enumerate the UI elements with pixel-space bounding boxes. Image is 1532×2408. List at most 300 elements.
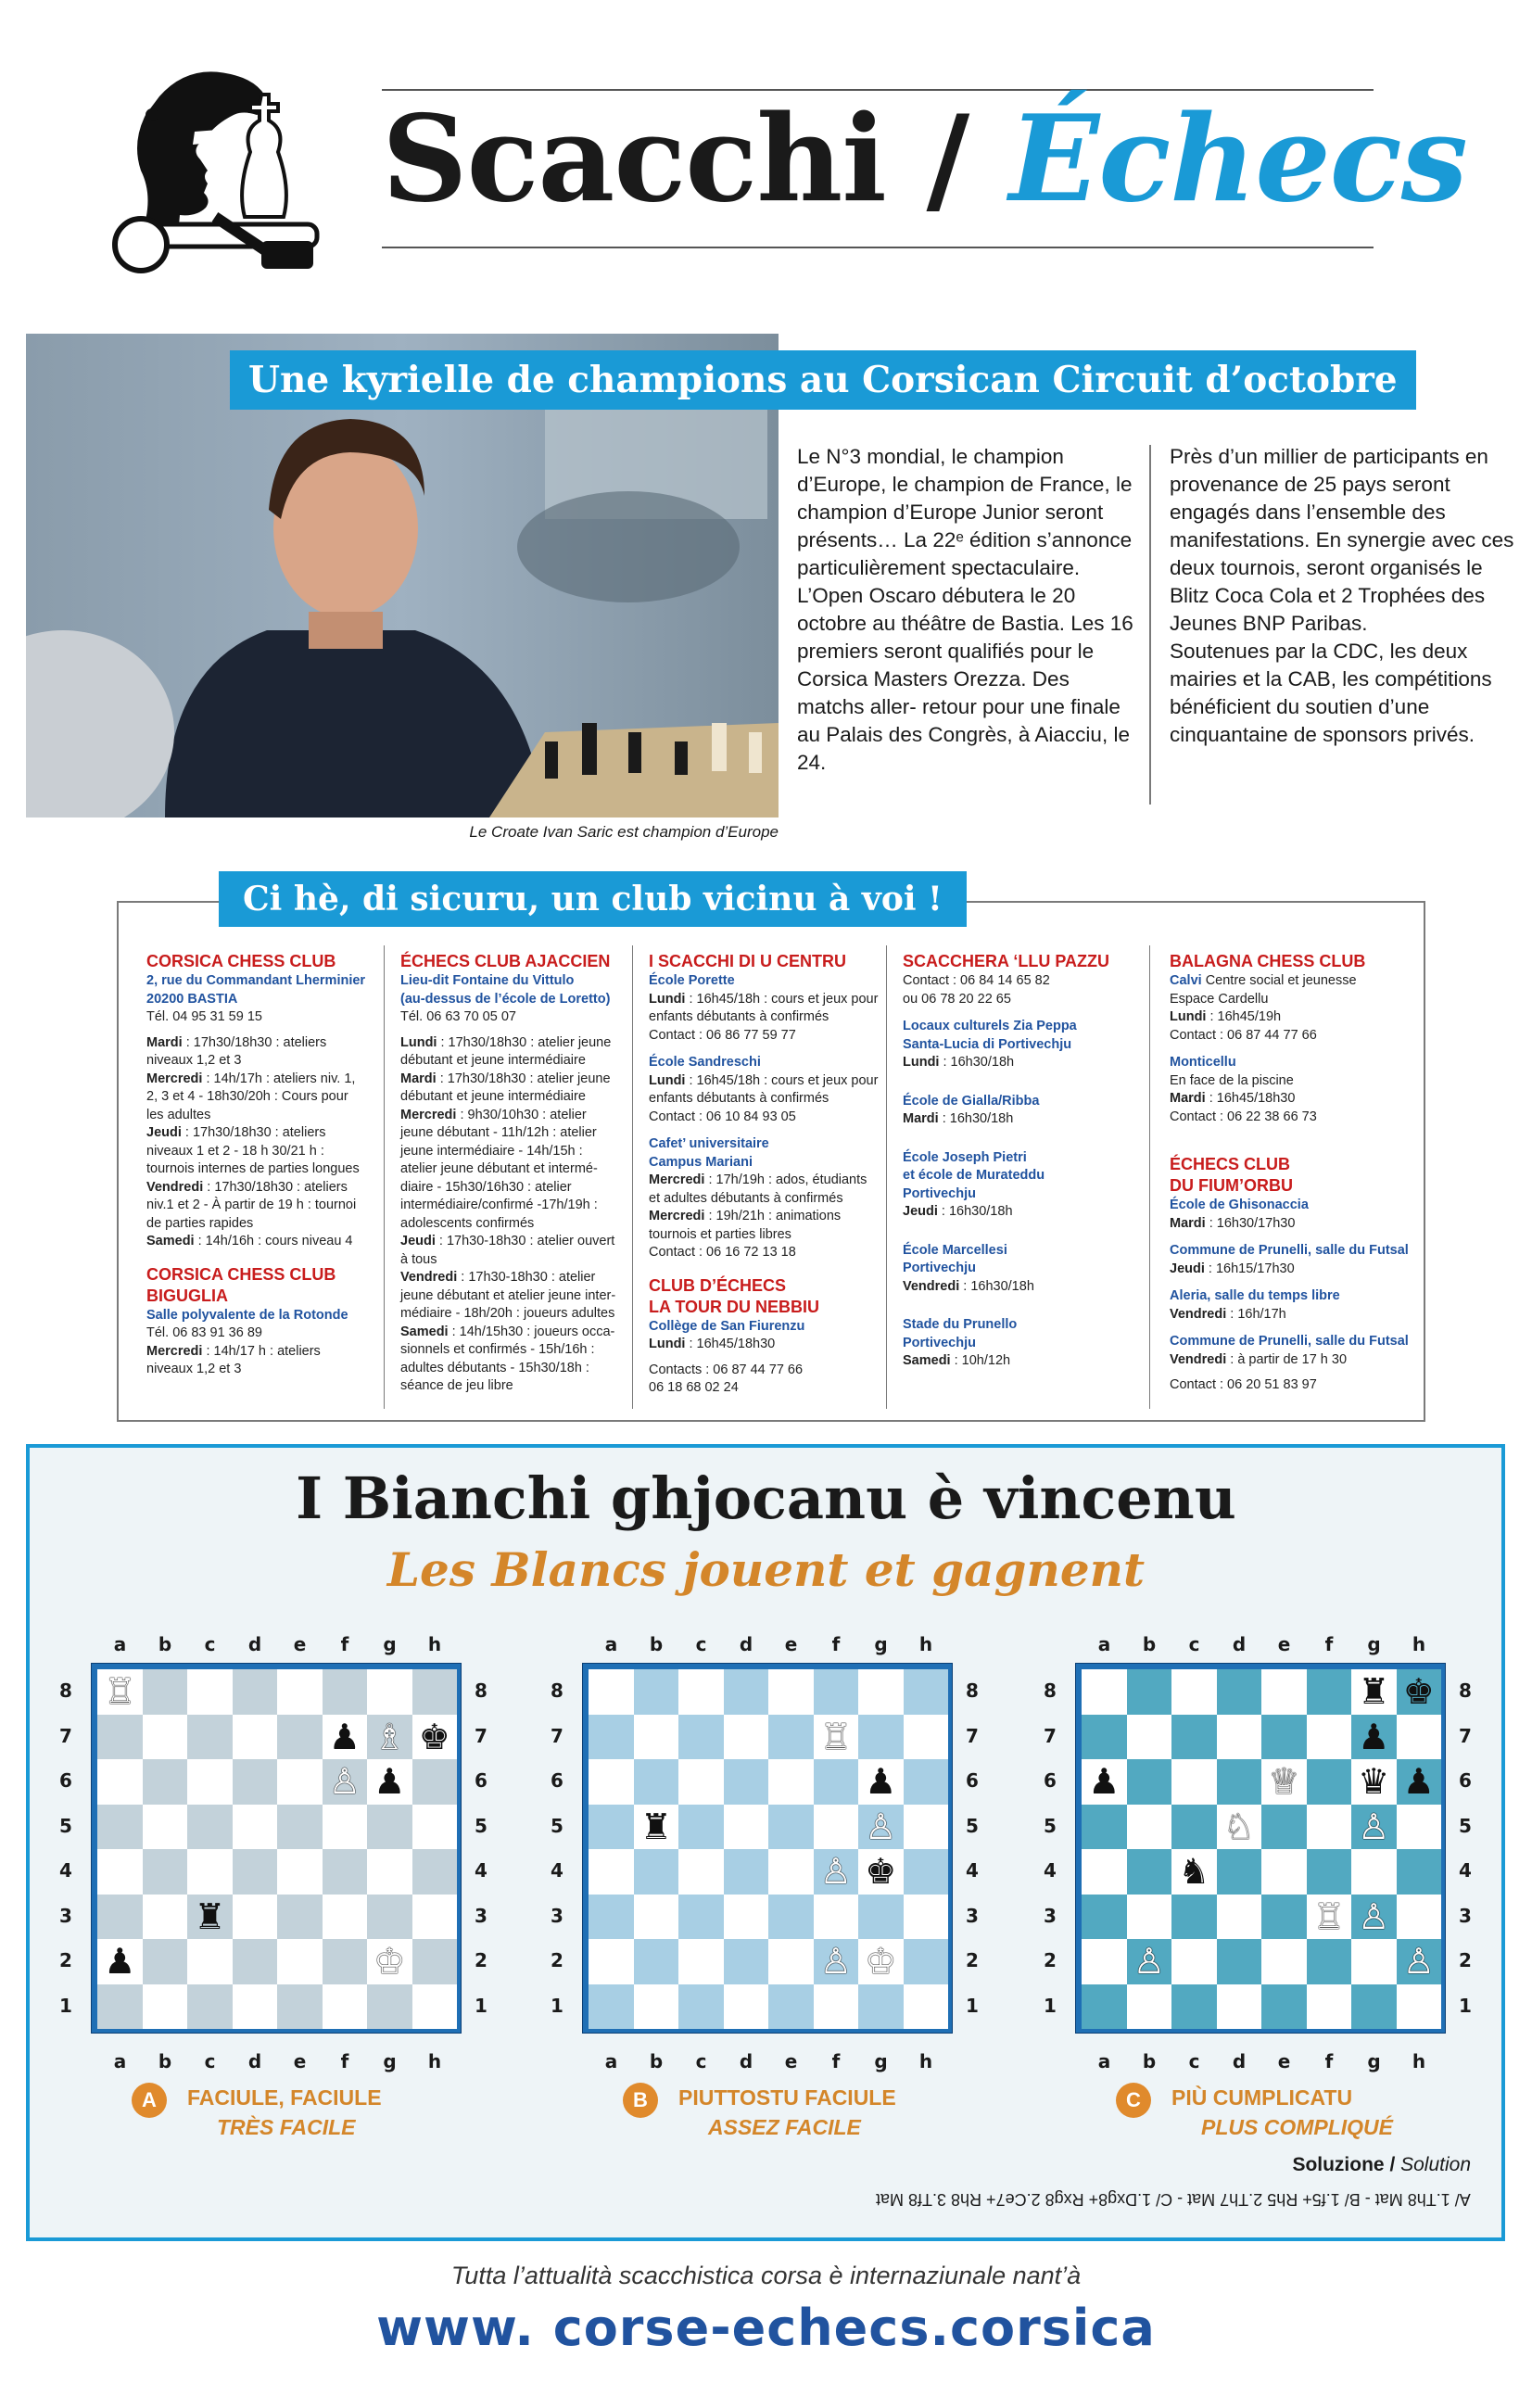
square-h7[interactable] xyxy=(412,1715,458,1760)
black-pawn-icon[interactable]: ♟ xyxy=(1358,1716,1390,1757)
square-d5[interactable] xyxy=(233,1805,278,1850)
footer-url[interactable]: www. corse-echecs.corsica xyxy=(376,2299,1156,2357)
square-e3[interactable] xyxy=(1261,1895,1307,1940)
square-h2[interactable] xyxy=(1397,1939,1442,1984)
black-pawn-icon[interactable]: ♟ xyxy=(328,1716,361,1757)
square-c4[interactable] xyxy=(187,1849,233,1895)
club-location: Santa-Lucia di Portivechju xyxy=(903,1036,1072,1052)
square-e8[interactable] xyxy=(768,1669,814,1715)
square-c1[interactable] xyxy=(1171,1984,1217,2030)
white-knight-icon[interactable]: ♘ xyxy=(1222,1806,1255,1847)
square-g8[interactable] xyxy=(858,1669,904,1715)
black-king-icon[interactable]: ♚ xyxy=(1402,1671,1435,1713)
white-king-icon[interactable]: ♔ xyxy=(374,1941,406,1983)
file-label: d xyxy=(247,2050,262,2072)
square-d3[interactable] xyxy=(1217,1895,1262,1940)
square-g3[interactable] xyxy=(858,1895,904,1940)
square-b3[interactable] xyxy=(143,1895,188,1940)
square-d4[interactable] xyxy=(1217,1849,1262,1895)
square-f6[interactable] xyxy=(323,1759,368,1805)
square-f5[interactable] xyxy=(1307,1805,1352,1850)
square-d6[interactable] xyxy=(1217,1759,1262,1805)
club-location: Commune de Prunelli, salle du Futsal xyxy=(1170,1334,1409,1349)
square-c2[interactable] xyxy=(187,1939,233,1984)
square-d2[interactable] xyxy=(724,1939,769,1984)
white-bishop-icon[interactable]: ♗ xyxy=(374,1716,406,1757)
white-pawn-icon[interactable]: ♙ xyxy=(819,1941,852,1983)
square-e6[interactable] xyxy=(768,1759,814,1805)
square-c8[interactable] xyxy=(678,1669,724,1715)
solution-heading: Soluzione / Solution xyxy=(1292,2154,1471,2175)
white-rook-icon[interactable]: ♖ xyxy=(1312,1895,1345,1937)
square-g6[interactable] xyxy=(367,1759,412,1805)
square-e4[interactable] xyxy=(277,1849,323,1895)
square-h5[interactable] xyxy=(412,1805,458,1850)
square-a5[interactable] xyxy=(97,1805,143,1850)
square-b8[interactable] xyxy=(634,1669,679,1715)
square-c4[interactable] xyxy=(678,1849,724,1895)
header-rule-bottom xyxy=(382,247,1374,248)
chessboard-b xyxy=(582,1663,953,2034)
square-e3[interactable] xyxy=(277,1895,323,1940)
white-pawn-icon[interactable]: ♙ xyxy=(819,1851,852,1893)
square-f5[interactable] xyxy=(814,1805,859,1850)
square-b6[interactable] xyxy=(634,1759,679,1805)
square-b7[interactable] xyxy=(634,1715,679,1760)
square-c2[interactable] xyxy=(678,1939,724,1984)
square-g1[interactable] xyxy=(858,1984,904,2030)
difficulty-corsican: PIUTTOSTU FACIULE xyxy=(678,2085,896,2110)
rank-label: 4 xyxy=(966,1859,979,1882)
white-pawn-icon[interactable]: ♙ xyxy=(1133,1941,1165,1983)
square-f7[interactable] xyxy=(1307,1715,1352,1760)
club-location: École de Gialla/Ribba xyxy=(903,1093,1040,1109)
black-king-icon[interactable]: ♚ xyxy=(418,1716,450,1757)
file-label: a xyxy=(113,2050,127,2072)
white-pawn-icon[interactable]: ♙ xyxy=(1358,1895,1390,1937)
square-a4[interactable] xyxy=(97,1849,143,1895)
rank-label: 5 xyxy=(59,1814,72,1837)
square-h8[interactable] xyxy=(1397,1669,1442,1715)
column-divider xyxy=(1149,445,1151,805)
club-location: Commune de Prunelli, salle du Futsal xyxy=(1170,1243,1409,1258)
rank-label: 7 xyxy=(1459,1724,1472,1747)
rank-label: 3 xyxy=(551,1904,563,1927)
square-e3[interactable] xyxy=(768,1895,814,1940)
square-a3[interactable] xyxy=(97,1895,143,1940)
square-f4[interactable] xyxy=(814,1849,859,1895)
square-h7[interactable] xyxy=(1397,1715,1442,1760)
club-name: LA TOUR DU NEBBIU xyxy=(649,1297,819,1316)
square-b2[interactable] xyxy=(1127,1939,1172,1984)
square-b1[interactable] xyxy=(1127,1984,1172,2030)
square-b6[interactable] xyxy=(1127,1759,1172,1805)
square-f2[interactable] xyxy=(814,1939,859,1984)
square-g5[interactable] xyxy=(858,1805,904,1850)
club-contact: Contact : 06 86 77 59 77 xyxy=(649,1027,796,1043)
square-e4[interactable] xyxy=(768,1849,814,1895)
club-divider xyxy=(384,945,385,1409)
square-c3[interactable] xyxy=(1171,1895,1217,1940)
square-b7[interactable] xyxy=(143,1715,188,1760)
footer-tagline: Tutta l’attualità scacchistica corsa è internaziunale nant’à xyxy=(450,2262,1082,2289)
square-d5[interactable] xyxy=(724,1805,769,1850)
square-b3[interactable] xyxy=(634,1895,679,1940)
square-d4[interactable] xyxy=(724,1849,769,1895)
square-f8[interactable] xyxy=(323,1669,368,1715)
square-f1[interactable] xyxy=(323,1984,368,2030)
square-d2[interactable] xyxy=(233,1939,278,1984)
file-label: f xyxy=(340,1633,349,1655)
square-e8[interactable] xyxy=(1261,1669,1307,1715)
square-d1[interactable] xyxy=(1217,1984,1262,2030)
square-b8[interactable] xyxy=(143,1669,188,1715)
square-f2[interactable] xyxy=(1307,1939,1352,1984)
club-location: Espace Cardellu xyxy=(1170,991,1269,1007)
square-b1[interactable] xyxy=(143,1984,188,2030)
square-e4[interactable] xyxy=(1261,1849,1307,1895)
square-h5[interactable] xyxy=(904,1805,949,1850)
square-b8[interactable] xyxy=(1127,1669,1172,1715)
club-contact: Contact : 06 16 72 13 18 xyxy=(649,1245,796,1260)
rank-label: 6 xyxy=(551,1769,563,1792)
rank-label: 1 xyxy=(551,1994,563,2017)
square-g2[interactable] xyxy=(858,1939,904,1984)
club-address: 2, rue du Commandant Lherminier xyxy=(146,973,366,988)
file-label: h xyxy=(918,2050,933,2072)
square-g1[interactable] xyxy=(1351,1984,1397,2030)
square-d6[interactable] xyxy=(724,1759,769,1805)
square-b1[interactable] xyxy=(634,1984,679,2030)
square-g8[interactable] xyxy=(367,1669,412,1715)
club-name: CORSICA CHESS CLUB xyxy=(146,952,336,970)
square-e5[interactable] xyxy=(277,1805,323,1850)
club-name: I SCACCHI DI U CENTRU xyxy=(649,952,847,970)
square-e8[interactable] xyxy=(277,1669,323,1715)
black-king-icon[interactable]: ♚ xyxy=(865,1851,897,1893)
square-b4[interactable] xyxy=(634,1849,679,1895)
square-g1[interactable] xyxy=(367,1984,412,2030)
file-label: b xyxy=(1142,2050,1157,2072)
square-a4[interactable] xyxy=(1082,1849,1127,1895)
square-c6[interactable] xyxy=(678,1759,724,1805)
square-e2[interactable] xyxy=(277,1939,323,1984)
rank-label: 1 xyxy=(59,1994,72,2017)
square-d6[interactable] xyxy=(233,1759,278,1805)
club-address: 20200 BASTIA xyxy=(146,991,238,1007)
club-location: et école de Murateddu xyxy=(903,1168,1045,1183)
file-label: d xyxy=(1232,2050,1247,2072)
square-g8[interactable] xyxy=(1351,1669,1397,1715)
square-d8[interactable] xyxy=(724,1669,769,1715)
square-h1[interactable] xyxy=(904,1984,949,2030)
rank-label: 5 xyxy=(1044,1814,1057,1837)
square-h4[interactable] xyxy=(1397,1849,1442,1895)
square-d7[interactable] xyxy=(233,1715,278,1760)
square-a5[interactable] xyxy=(1082,1805,1127,1850)
square-g2[interactable] xyxy=(367,1939,412,1984)
square-e7[interactable] xyxy=(277,1715,323,1760)
rank-label: 8 xyxy=(475,1679,487,1702)
schedule-line: Mardi : 16h30/18h xyxy=(903,1111,1014,1126)
square-g6[interactable] xyxy=(858,1759,904,1805)
rank-label: 7 xyxy=(59,1724,72,1747)
white-queen-icon[interactable]: ♕ xyxy=(1268,1761,1300,1803)
square-h4[interactable] xyxy=(412,1849,458,1895)
square-h5[interactable] xyxy=(1397,1805,1442,1850)
square-a4[interactable] xyxy=(589,1849,634,1895)
square-e5[interactable] xyxy=(768,1805,814,1850)
rank-label: 2 xyxy=(475,1949,487,1971)
square-d3[interactable] xyxy=(233,1895,278,1940)
square-a1[interactable] xyxy=(1082,1984,1127,2030)
square-c8[interactable] xyxy=(187,1669,233,1715)
square-f7[interactable] xyxy=(323,1715,368,1760)
file-label: e xyxy=(293,1633,307,1655)
square-b2[interactable] xyxy=(143,1939,188,1984)
square-e6[interactable] xyxy=(277,1759,323,1805)
club-phone: Tél. 06 63 70 05 07 xyxy=(400,1009,516,1024)
square-a3[interactable] xyxy=(589,1895,634,1940)
square-h6[interactable] xyxy=(904,1759,949,1805)
file-label: f xyxy=(340,2050,349,2072)
square-f8[interactable] xyxy=(1307,1669,1352,1715)
square-f2[interactable] xyxy=(323,1939,368,1984)
square-c1[interactable] xyxy=(678,1984,724,2030)
square-b7[interactable] xyxy=(1127,1715,1172,1760)
club-location: École Porette xyxy=(649,973,735,988)
square-h3[interactable] xyxy=(412,1895,458,1940)
square-g7[interactable] xyxy=(367,1715,412,1760)
club-name: BALAGNA CHESS CLUB xyxy=(1170,952,1366,970)
square-f1[interactable] xyxy=(1307,1984,1352,2030)
black-rook-icon[interactable]: ♜ xyxy=(639,1806,672,1847)
square-g5[interactable] xyxy=(1351,1805,1397,1850)
schedule-line: Lundi : 16h45/18h : cours et jeux pour enfants débutants à confirmés xyxy=(649,1072,879,1106)
puzzle-letter-badge: B xyxy=(623,2083,658,2118)
file-label: e xyxy=(784,1633,798,1655)
square-a2[interactable] xyxy=(97,1939,143,1984)
square-c5[interactable] xyxy=(678,1805,724,1850)
square-d4[interactable] xyxy=(233,1849,278,1895)
rank-label: 6 xyxy=(1044,1769,1057,1792)
file-label: g xyxy=(1367,1633,1381,1655)
rank-label: 4 xyxy=(1459,1859,1472,1882)
file-label: b xyxy=(649,1633,664,1655)
square-c6[interactable] xyxy=(1171,1759,1217,1805)
square-a8[interactable] xyxy=(97,1669,143,1715)
square-a2[interactable] xyxy=(589,1939,634,1984)
square-c2[interactable] xyxy=(1171,1939,1217,1984)
square-e6[interactable] xyxy=(1261,1759,1307,1805)
rank-label: 8 xyxy=(59,1679,72,1702)
square-f5[interactable] xyxy=(323,1805,368,1850)
square-f3[interactable] xyxy=(1307,1895,1352,1940)
square-c7[interactable] xyxy=(1171,1715,1217,1760)
square-h1[interactable] xyxy=(1397,1984,1442,2030)
square-b5[interactable] xyxy=(1127,1805,1172,1850)
black-pawn-icon[interactable]: ♟ xyxy=(1402,1761,1435,1803)
white-pawn-icon[interactable]: ♙ xyxy=(1402,1941,1435,1983)
square-a7[interactable] xyxy=(97,1715,143,1760)
square-a5[interactable] xyxy=(589,1805,634,1850)
difficulty-french: PLUS COMPLIQUÉ xyxy=(1201,2115,1394,2139)
square-c3[interactable] xyxy=(187,1895,233,1940)
square-c1[interactable] xyxy=(187,1984,233,2030)
square-e1[interactable] xyxy=(277,1984,323,2030)
square-h2[interactable] xyxy=(412,1939,458,1984)
square-f4[interactable] xyxy=(1307,1849,1352,1895)
puzzles-title: I Bianchi ghjocanu è vincenu xyxy=(296,1464,1236,1532)
square-f1[interactable] xyxy=(814,1984,859,2030)
square-d1[interactable] xyxy=(724,1984,769,2030)
square-g7[interactable] xyxy=(858,1715,904,1760)
rank-label: 5 xyxy=(966,1814,979,1837)
square-g4[interactable] xyxy=(858,1849,904,1895)
square-f3[interactable] xyxy=(323,1895,368,1940)
schedule-line: Mercredi : 19h/21h : animations tournois et parties libres xyxy=(649,1209,842,1242)
square-f3[interactable] xyxy=(814,1895,859,1940)
square-d8[interactable] xyxy=(1217,1669,1262,1715)
schedule-line: Samedi : 14h/15h30 : joueurs occa-sionnels et confirmés - 15h/16h : adultes débutants - 15h30/18h : séance de jeu libre xyxy=(400,1324,615,1393)
square-d8[interactable] xyxy=(233,1669,278,1715)
square-g4[interactable] xyxy=(1351,1849,1397,1895)
square-g3[interactable] xyxy=(1351,1895,1397,1940)
square-h7[interactable] xyxy=(904,1715,949,1760)
square-d7[interactable] xyxy=(1217,1715,1262,1760)
rank-label: 5 xyxy=(475,1814,487,1837)
square-b2[interactable] xyxy=(634,1939,679,1984)
square-a8[interactable] xyxy=(1082,1669,1127,1715)
square-b5[interactable] xyxy=(634,1805,679,1850)
schedule-line: Lundi : 16h30/18h xyxy=(903,1055,1015,1070)
square-b3[interactable] xyxy=(1127,1895,1172,1940)
square-a8[interactable] xyxy=(589,1669,634,1715)
club-name: ÉCHECS CLUB AJACCIEN xyxy=(400,952,611,970)
file-label: h xyxy=(918,1633,933,1655)
club-column-5 xyxy=(1170,951,1412,1395)
square-h1[interactable] xyxy=(412,1984,458,2030)
square-f8[interactable] xyxy=(814,1669,859,1715)
square-a6[interactable] xyxy=(1082,1759,1127,1805)
club-location: École de Ghisonaccia xyxy=(1170,1198,1309,1212)
file-label: a xyxy=(604,2050,618,2072)
file-label: h xyxy=(1412,2050,1426,2072)
rank-label: 3 xyxy=(59,1904,72,1927)
square-c8[interactable] xyxy=(1171,1669,1217,1715)
square-c4[interactable] xyxy=(1171,1849,1217,1895)
square-f6[interactable] xyxy=(1307,1759,1352,1805)
square-h4[interactable] xyxy=(904,1849,949,1895)
square-e2[interactable] xyxy=(1261,1939,1307,1984)
square-a7[interactable] xyxy=(1082,1715,1127,1760)
square-e7[interactable] xyxy=(768,1715,814,1760)
square-d1[interactable] xyxy=(233,1984,278,2030)
square-a6[interactable] xyxy=(97,1759,143,1805)
square-e2[interactable] xyxy=(768,1939,814,1984)
square-f4[interactable] xyxy=(323,1849,368,1895)
black-rook-icon[interactable]: ♜ xyxy=(1358,1671,1390,1713)
square-b6[interactable] xyxy=(143,1759,188,1805)
rank-label: 4 xyxy=(59,1859,72,1882)
square-c6[interactable] xyxy=(187,1759,233,1805)
square-a3[interactable] xyxy=(1082,1895,1127,1940)
club-divider xyxy=(632,945,633,1409)
black-queen-icon[interactable]: ♛ xyxy=(1358,1761,1390,1803)
square-f7[interactable] xyxy=(814,1715,859,1760)
square-g4[interactable] xyxy=(367,1849,412,1895)
square-h6[interactable] xyxy=(412,1759,458,1805)
square-d3[interactable] xyxy=(724,1895,769,1940)
rank-label: 1 xyxy=(966,1994,979,2017)
square-e5[interactable] xyxy=(1261,1805,1307,1850)
square-h6[interactable] xyxy=(1397,1759,1442,1805)
square-c7[interactable] xyxy=(187,1715,233,1760)
square-d7[interactable] xyxy=(724,1715,769,1760)
square-e1[interactable] xyxy=(768,1984,814,2030)
square-h3[interactable] xyxy=(1397,1895,1442,1940)
square-g7[interactable] xyxy=(1351,1715,1397,1760)
square-a1[interactable] xyxy=(589,1984,634,2030)
black-pawn-icon[interactable]: ♟ xyxy=(865,1761,897,1803)
white-king-icon[interactable]: ♔ xyxy=(865,1941,897,1983)
square-g5[interactable] xyxy=(367,1805,412,1850)
square-g3[interactable] xyxy=(367,1895,412,1940)
square-d5[interactable] xyxy=(1217,1805,1262,1850)
black-rook-icon[interactable]: ♜ xyxy=(194,1895,226,1937)
square-g6[interactable] xyxy=(1351,1759,1397,1805)
square-g2[interactable] xyxy=(1351,1939,1397,1984)
club-location: École Sandreschi xyxy=(649,1055,761,1070)
white-pawn-icon[interactable]: ♙ xyxy=(865,1806,897,1847)
square-a6[interactable] xyxy=(589,1759,634,1805)
square-e7[interactable] xyxy=(1261,1715,1307,1760)
square-b4[interactable] xyxy=(1127,1849,1172,1895)
square-h3[interactable] xyxy=(904,1895,949,1940)
square-a7[interactable] xyxy=(589,1715,634,1760)
square-c3[interactable] xyxy=(678,1895,724,1940)
white-pawn-icon[interactable]: ♙ xyxy=(328,1761,361,1803)
white-rook-icon[interactable]: ♖ xyxy=(819,1716,852,1757)
square-c5[interactable] xyxy=(1171,1805,1217,1850)
white-rook-icon[interactable]: ♖ xyxy=(104,1671,136,1713)
square-b4[interactable] xyxy=(143,1849,188,1895)
black-pawn-icon[interactable]: ♟ xyxy=(374,1761,406,1803)
black-pawn-icon[interactable]: ♟ xyxy=(104,1941,136,1983)
square-c5[interactable] xyxy=(187,1805,233,1850)
square-h2[interactable] xyxy=(904,1939,949,1984)
rank-label: 3 xyxy=(966,1904,979,1927)
square-b5[interactable] xyxy=(143,1805,188,1850)
club-location: Campus Mariani xyxy=(649,1154,753,1170)
square-h8[interactable] xyxy=(412,1669,458,1715)
file-label: f xyxy=(831,2050,841,2072)
schedule-line: Mercredi : 14h/17h : ateliers niv. 1, 2, 3 et 4 - 18h30/20h : Cours pour les adultes xyxy=(146,1071,356,1122)
square-e1[interactable] xyxy=(1261,1984,1307,2030)
square-c7[interactable] xyxy=(678,1715,724,1760)
square-a2[interactable] xyxy=(1082,1939,1127,1984)
black-knight-icon[interactable]: ♞ xyxy=(1178,1851,1210,1893)
file-label: d xyxy=(247,1633,262,1655)
square-a1[interactable] xyxy=(97,1984,143,2030)
square-d2[interactable] xyxy=(1217,1939,1262,1984)
club-divider xyxy=(886,945,887,1409)
square-f6[interactable] xyxy=(814,1759,859,1805)
square-h8[interactable] xyxy=(904,1669,949,1715)
black-pawn-icon[interactable]: ♟ xyxy=(1088,1761,1121,1803)
file-label: a xyxy=(1097,2050,1111,2072)
white-pawn-icon[interactable]: ♙ xyxy=(1358,1806,1390,1847)
